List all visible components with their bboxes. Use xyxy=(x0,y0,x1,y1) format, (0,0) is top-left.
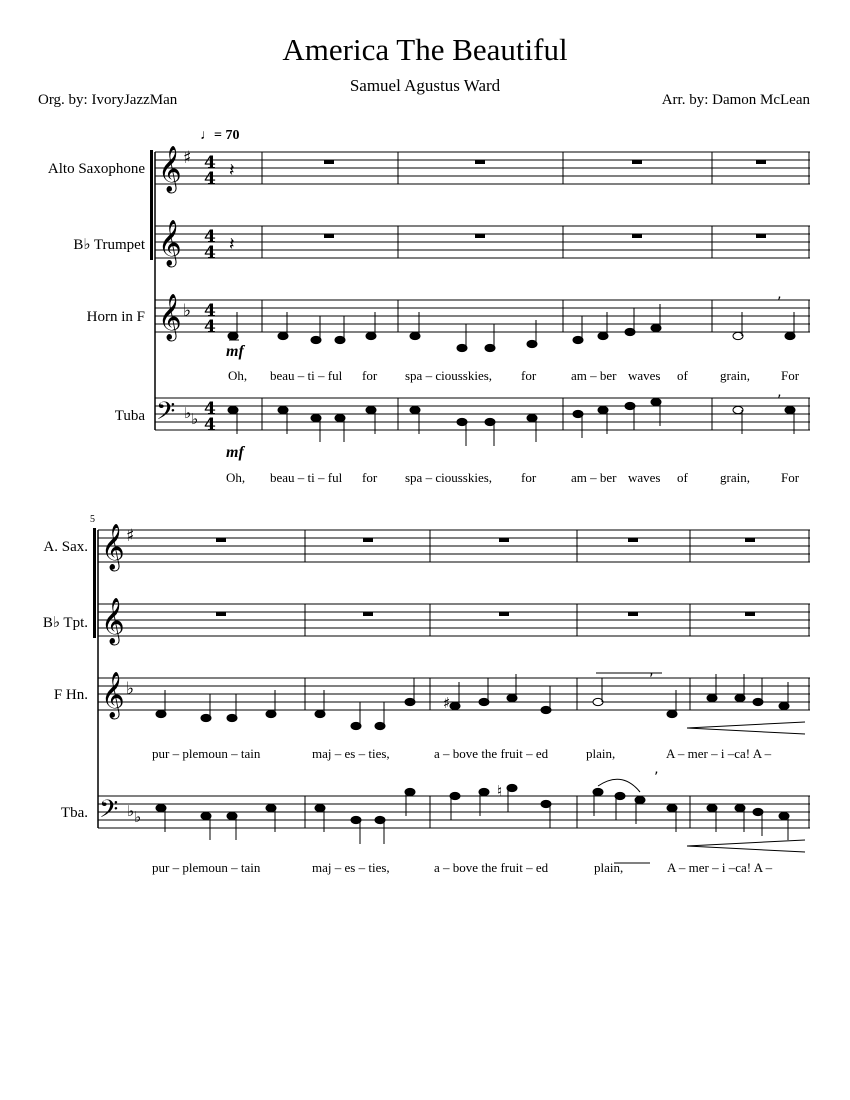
quarter-note-icon: ♩ xyxy=(200,128,214,143)
flat-icon: ♭ xyxy=(184,404,192,422)
lyric-word: maj – es – ties, xyxy=(312,746,390,761)
breath-mark-icon: ’ xyxy=(649,672,654,688)
svg-text:4: 4 xyxy=(204,243,216,263)
time-signature xyxy=(204,153,216,435)
treble-clef-icon: 𝄞 xyxy=(101,524,125,570)
lyric-line-horn-2: pur – plemoun – tain xyxy=(152,746,261,761)
arranger-credit: Arr. by: Damon McLean xyxy=(661,92,810,108)
lyric-word: for xyxy=(521,368,537,383)
crescendo-hairpin xyxy=(687,840,805,846)
staff-alto-sax-2 xyxy=(98,530,810,562)
slur xyxy=(598,779,640,792)
lyric-word: for xyxy=(362,470,378,485)
measure-number: 5 xyxy=(90,514,95,525)
instrument-name-tuba-abbr: Tba. xyxy=(60,805,88,821)
lyric-word: waves xyxy=(628,368,661,383)
lyric-syllable: Oh, xyxy=(228,368,248,383)
lyric-word: am – ber xyxy=(571,470,617,485)
lyric-word: grain, xyxy=(720,470,750,485)
lyric-word: grain, xyxy=(720,368,750,383)
tuba-notes-2 xyxy=(156,784,789,844)
lyric-word: for xyxy=(521,470,537,485)
tempo-value: = 70 xyxy=(214,128,240,143)
flat-icon: ♭ xyxy=(191,410,199,428)
lyric-word: of xyxy=(677,368,688,383)
lyric-word: for xyxy=(362,368,378,383)
lyric-word: plain, xyxy=(594,860,624,875)
lyric-word: A – mer – i –ca! A – xyxy=(666,746,772,761)
instrument-name-horn-abbr: F Hn. xyxy=(53,687,88,703)
svg-text:4: 4 xyxy=(204,227,216,247)
dynamic-tuba: mf xyxy=(226,444,244,461)
treble-clef-icon: 𝄞 xyxy=(101,598,125,644)
svg-text:4: 4 xyxy=(204,415,216,435)
lyric-word: beau – ti – ful xyxy=(270,368,343,383)
bass-clef-icon: 𝄢 xyxy=(156,397,176,432)
lyric-word: plain, xyxy=(586,746,616,761)
lyric-word: For xyxy=(781,470,800,485)
lyric-word: spa – ciousskies, xyxy=(405,470,493,485)
treble-clef-icon: 𝄞 xyxy=(158,146,182,192)
lyric-word: a – bove the fruit – ed xyxy=(434,746,549,761)
lyric-word: beau – ti – ful xyxy=(270,470,343,485)
lyric-word: a – bove the fruit – ed xyxy=(434,860,549,875)
instrument-name-alto-sax-abbr: A. Sax. xyxy=(43,539,88,555)
quarter-rest-icon: 𝄽 xyxy=(229,160,235,181)
flat-icon: ♭ xyxy=(127,802,135,820)
flat-icon: ♭ xyxy=(126,679,135,699)
svg-text:4: 4 xyxy=(204,169,216,189)
whole-rests xyxy=(216,160,766,616)
sharp-icon: ♯ xyxy=(126,526,135,546)
instrument-name-alto-sax: Alto Saxophone xyxy=(47,161,145,177)
svg-text:4: 4 xyxy=(204,317,216,337)
instrument-name-horn: Horn in F xyxy=(86,309,145,325)
sharp-icon: ♯ xyxy=(443,694,451,712)
instrument-name-tuba: Tuba xyxy=(114,408,145,424)
lyric-word: of xyxy=(677,470,688,485)
bass-clef-icon: 𝄢 xyxy=(99,795,119,830)
quarter-rest-icon: 𝄽 xyxy=(229,234,235,255)
original-credit: Org. by: IvoryJazzMan xyxy=(38,92,178,108)
natural-icon: ♮ xyxy=(497,782,503,800)
lyric-word: A – mer – i –ca! A – xyxy=(667,860,773,875)
crescendo-hairpin xyxy=(687,722,805,728)
lyric-line-tuba-1: Oh, xyxy=(226,470,246,485)
lyric-word: spa – ciousskies, xyxy=(405,368,493,383)
breath-mark-icon: ’ xyxy=(777,393,782,409)
composer: Samuel Agustus Ward xyxy=(349,76,501,95)
lyric-word: am – ber xyxy=(571,368,617,383)
dynamic-horn: mf xyxy=(226,343,244,360)
breath-mark-icon: ’ xyxy=(777,295,782,311)
breath-mark-icon: ’ xyxy=(654,770,659,786)
flat-icon: ♭ xyxy=(183,301,192,321)
score-title: America The Beautiful xyxy=(282,32,568,67)
svg-text:4: 4 xyxy=(204,153,216,173)
treble-clef-icon: 𝄞 xyxy=(158,294,182,340)
svg-text:4: 4 xyxy=(204,301,216,321)
instrument-name-trumpet-abbr: B♭ Tpt. xyxy=(42,615,88,631)
treble-clef-icon: 𝄞 xyxy=(158,220,182,266)
treble-clef-icon: 𝄞 xyxy=(101,672,125,718)
svg-text:4: 4 xyxy=(204,399,216,419)
lyric-word: waves xyxy=(628,470,661,485)
horn-notes-1 xyxy=(228,304,795,352)
lyric-word: maj – es – ties, xyxy=(312,860,390,875)
lyric-word: For xyxy=(781,368,800,383)
flat-icon: ♭ xyxy=(134,808,142,826)
sharp-icon: ♯ xyxy=(183,148,192,168)
instrument-name-trumpet: B♭ Trumpet xyxy=(73,237,145,253)
staff-trumpet-2 xyxy=(98,604,810,636)
lyric-line-tuba-2: pur – plemoun – tain xyxy=(152,860,261,875)
